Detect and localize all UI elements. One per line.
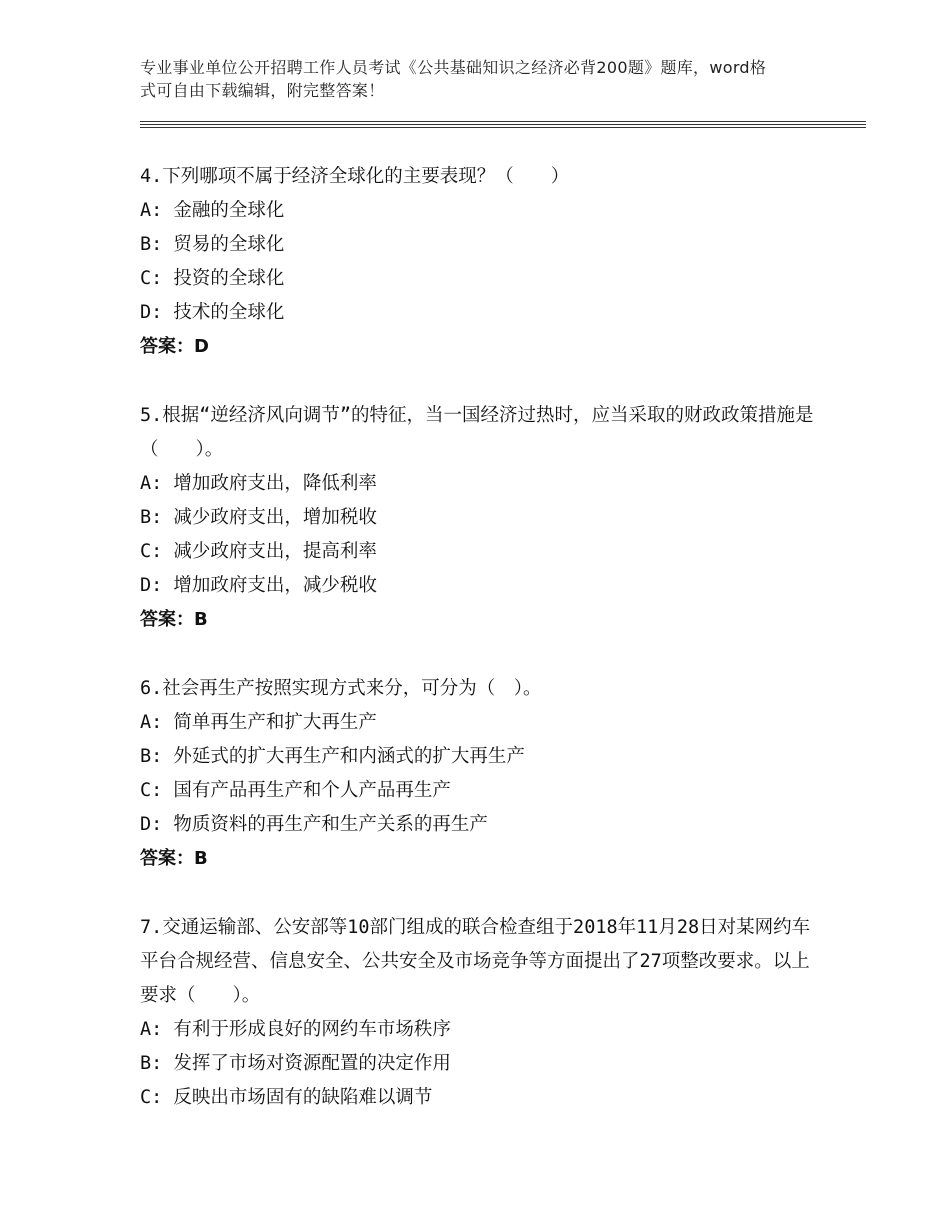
option-b: B: 外延式的扩大再生产和内涵式的扩大再生产 — [140, 746, 525, 767]
header-divider — [140, 121, 866, 122]
question-block — [140, 399, 820, 637]
option-c: C: 减少政府支出，提高利率 — [140, 541, 377, 562]
option-a: A: 有利于形成良好的网约车市场秩序 — [140, 1019, 451, 1040]
answer: 答案：B — [140, 609, 208, 630]
option-c: C: 投资的全球化 — [140, 268, 285, 289]
question-stem: 7.交通运输部、公安部等10部门组成的联合检查组于2018年11月28日对某网约车平台合规经营、信息安全、公共安全及市场竞争等方面提出了27项整改要求。以上要求（ ）。 — [140, 917, 811, 1006]
option-b: B: 贸易的全球化 — [140, 234, 285, 255]
option-d: D: 技术的全球化 — [140, 302, 285, 323]
question-block — [140, 672, 820, 876]
question-stem: 5.根据“逆经济风向调节”的特征，当一国经济过热时，应当采取的财政政策措施是（ ）。 — [140, 405, 814, 460]
question-block — [140, 160, 820, 364]
question-stem: 6.社会再生产按照实现方式来分，可分为（ ）。 — [140, 678, 542, 699]
option-c: C: 国有产品再生产和个人产品再生产 — [140, 780, 451, 801]
header-divider — [140, 127, 866, 128]
option-d: D: 物质资料的再生产和生产关系的再生产 — [140, 814, 488, 835]
document-header: 专业事业单位公开招聘工作人员考试《公共基础知识之经济必背200题》题库，word格式可自由下载编辑，附完整答案！ — [140, 58, 767, 100]
option-c: C: 反映出市场固有的缺陷难以调节 — [140, 1087, 433, 1108]
option-b: B: 发挥了市场对资源配置的决定作用 — [140, 1053, 451, 1074]
option-b: B: 减少政府支出，增加税收 — [140, 507, 377, 528]
option-a: A: 金融的全球化 — [140, 200, 285, 221]
header-divider — [140, 124, 866, 125]
option-a: A: 简单再生产和扩大再生产 — [140, 712, 377, 733]
answer: 答案：D — [140, 336, 209, 357]
option-d: D: 增加政府支出，减少税收 — [140, 575, 377, 596]
option-a: A: 增加政府支出，降低利率 — [140, 473, 377, 494]
answer: 答案：B — [140, 848, 208, 869]
question-stem: 4.下列哪项不属于经济全球化的主要表现？（ ） — [140, 166, 570, 187]
question-block — [140, 911, 820, 1115]
